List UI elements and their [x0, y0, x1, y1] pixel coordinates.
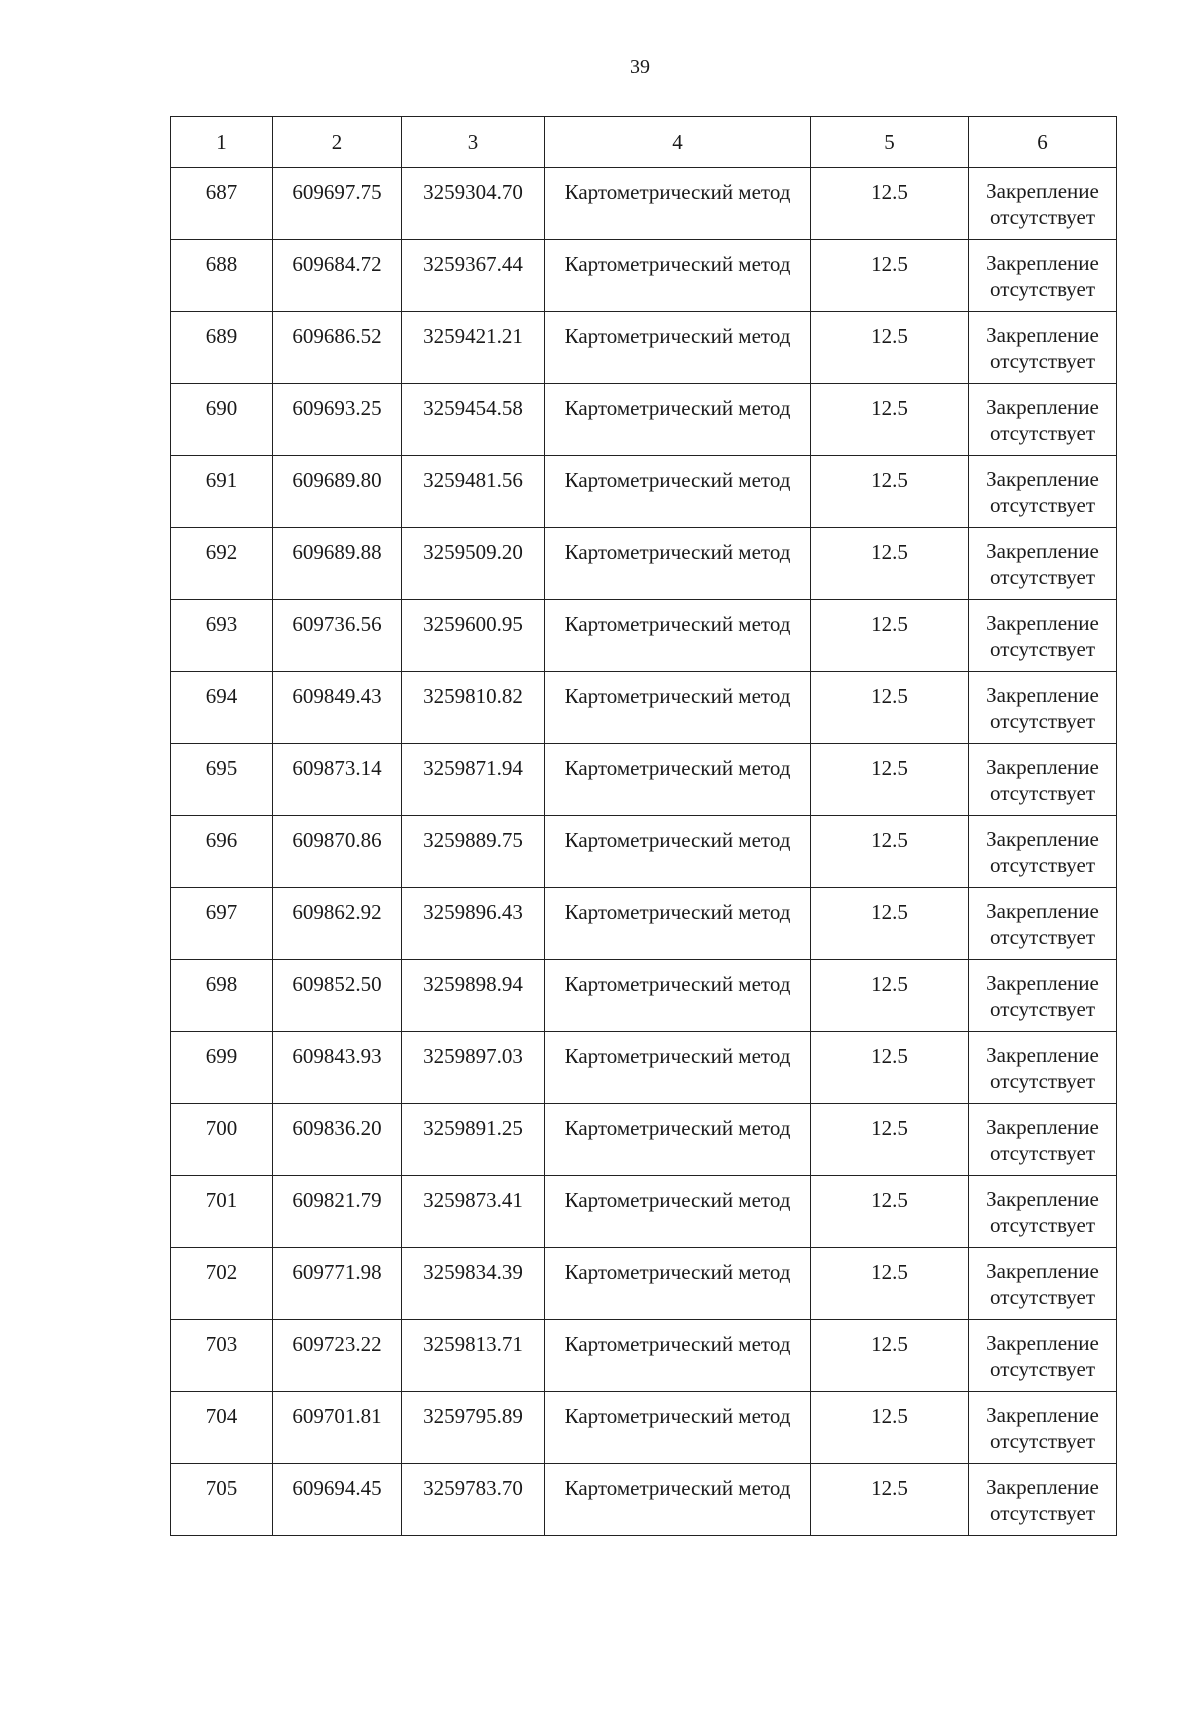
point-number-cell: 701: [171, 1176, 273, 1248]
accuracy-cell: 12.5: [811, 240, 969, 312]
x-coordinate-cell: 609689.88: [273, 528, 402, 600]
table-header: [171, 117, 1117, 168]
fixing-line-2: отсутствует: [989, 349, 1096, 373]
accuracy-cell: 12.5: [811, 1320, 969, 1392]
method-cell: Картометрический метод: [545, 888, 811, 960]
column-header-6: 6: [969, 117, 1117, 168]
method-cell: Картометрический метод: [545, 528, 811, 600]
fixing-line-1: Закрепление: [986, 971, 1099, 995]
table-row: [171, 1464, 1117, 1536]
fixing-line-2: отсутствует: [989, 205, 1096, 229]
fixing-cell: [969, 600, 1117, 672]
y-coordinate-cell: 3259834.39: [402, 1248, 545, 1320]
x-coordinate-cell: 609693.25: [273, 384, 402, 456]
fixing-cell: [969, 384, 1117, 456]
accuracy-cell: 12.5: [811, 528, 969, 600]
y-coordinate-cell: 3259795.89: [402, 1392, 545, 1464]
accuracy-cell: 12.5: [811, 600, 969, 672]
fixing-line-2: отсутствует: [989, 1213, 1096, 1237]
accuracy-cell: 12.5: [811, 456, 969, 528]
point-number-cell: 703: [171, 1320, 273, 1392]
y-coordinate-cell: 3259897.03: [402, 1032, 545, 1104]
fixing-cell: [969, 168, 1117, 240]
accuracy-cell: 12.5: [811, 888, 969, 960]
fixing-line-2: отсутствует: [989, 1429, 1096, 1453]
x-coordinate-cell: 609873.14: [273, 744, 402, 816]
y-coordinate-cell: 3259896.43: [402, 888, 545, 960]
table-row: [171, 1032, 1117, 1104]
fixing-line-1: Закрепление: [986, 395, 1099, 419]
accuracy-cell: 12.5: [811, 960, 969, 1032]
y-coordinate-cell: 3259898.94: [402, 960, 545, 1032]
method-cell: Картометрический метод: [545, 1104, 811, 1176]
table-body: [171, 168, 1117, 1536]
y-coordinate-cell: 3259810.82: [402, 672, 545, 744]
y-coordinate-cell: 3259889.75: [402, 816, 545, 888]
point-number-cell: 688: [171, 240, 273, 312]
coordinates-table: [170, 116, 1117, 1536]
accuracy-cell: 12.5: [811, 168, 969, 240]
fixing-line-1: Закрепление: [986, 179, 1099, 203]
fixing-cell: [969, 1176, 1117, 1248]
column-header-1: 1: [171, 117, 273, 168]
column-header-5: 5: [811, 117, 969, 168]
fixing-line-2: отсутствует: [989, 421, 1096, 445]
method-cell: Картометрический метод: [545, 1392, 811, 1464]
fixing-cell: [969, 1464, 1117, 1536]
method-cell: Картометрический метод: [545, 384, 811, 456]
x-coordinate-cell: 609689.80: [273, 456, 402, 528]
table-row: [171, 168, 1117, 240]
method-cell: Картометрический метод: [545, 168, 811, 240]
fixing-line-1: Закрепление: [986, 827, 1099, 851]
table-row: [171, 240, 1117, 312]
x-coordinate-cell: 609821.79: [273, 1176, 402, 1248]
x-coordinate-cell: 609736.56: [273, 600, 402, 672]
fixing-line-2: отсутствует: [989, 277, 1096, 301]
x-coordinate-cell: 609862.92: [273, 888, 402, 960]
fixing-line-1: Закрепление: [986, 1115, 1099, 1139]
fixing-line-2: отсутствует: [989, 709, 1096, 733]
fixing-cell: [969, 888, 1117, 960]
y-coordinate-cell: 3259891.25: [402, 1104, 545, 1176]
y-coordinate-cell: 3259600.95: [402, 600, 545, 672]
point-number-cell: 689: [171, 312, 273, 384]
table-row: [171, 600, 1117, 672]
point-number-cell: 700: [171, 1104, 273, 1176]
fixing-line-2: отсутствует: [989, 637, 1096, 661]
table-row: [171, 888, 1117, 960]
x-coordinate-cell: 609701.81: [273, 1392, 402, 1464]
accuracy-cell: 12.5: [811, 384, 969, 456]
fixing-cell: [969, 816, 1117, 888]
y-coordinate-cell: 3259783.70: [402, 1464, 545, 1536]
fixing-line-2: отсутствует: [989, 997, 1096, 1021]
method-cell: Картометрический метод: [545, 672, 811, 744]
accuracy-cell: 12.5: [811, 1464, 969, 1536]
point-number-cell: 697: [171, 888, 273, 960]
fixing-cell: [969, 240, 1117, 312]
accuracy-cell: 12.5: [811, 1392, 969, 1464]
method-cell: Картометрический метод: [545, 960, 811, 1032]
method-cell: Картометрический метод: [545, 816, 811, 888]
fixing-line-2: отсутствует: [989, 493, 1096, 517]
fixing-line-1: Закрепление: [986, 611, 1099, 635]
x-coordinate-cell: 609843.93: [273, 1032, 402, 1104]
point-number-cell: 693: [171, 600, 273, 672]
accuracy-cell: 12.5: [811, 744, 969, 816]
table-row: [171, 1392, 1117, 1464]
fixing-cell: [969, 744, 1117, 816]
x-coordinate-cell: 609849.43: [273, 672, 402, 744]
table-row: [171, 312, 1117, 384]
point-number-cell: 690: [171, 384, 273, 456]
fixing-line-2: отсутствует: [989, 1357, 1096, 1381]
fixing-line-1: Закрепление: [986, 251, 1099, 275]
method-cell: Картометрический метод: [545, 1032, 811, 1104]
y-coordinate-cell: 3259454.58: [402, 384, 545, 456]
fixing-cell: [969, 1104, 1117, 1176]
fixing-line-1: Закрепление: [986, 899, 1099, 923]
table-row: [171, 384, 1117, 456]
method-cell: Картометрический метод: [545, 600, 811, 672]
point-number-cell: 695: [171, 744, 273, 816]
y-coordinate-cell: 3259421.21: [402, 312, 545, 384]
fixing-line-1: Закрепление: [986, 1187, 1099, 1211]
x-coordinate-cell: 609723.22: [273, 1320, 402, 1392]
table-row: [171, 1104, 1117, 1176]
fixing-line-1: Закрепление: [986, 1259, 1099, 1283]
fixing-line-1: Закрепление: [986, 1043, 1099, 1067]
accuracy-cell: 12.5: [811, 312, 969, 384]
fixing-line-2: отсутствует: [989, 1285, 1096, 1309]
point-number-cell: 692: [171, 528, 273, 600]
y-coordinate-cell: 3259873.41: [402, 1176, 545, 1248]
point-number-cell: 687: [171, 168, 273, 240]
column-header-3: 3: [402, 117, 545, 168]
table-row: [171, 1320, 1117, 1392]
method-cell: Картометрический метод: [545, 240, 811, 312]
x-coordinate-cell: 609684.72: [273, 240, 402, 312]
fixing-cell: [969, 1248, 1117, 1320]
x-coordinate-cell: 609694.45: [273, 1464, 402, 1536]
x-coordinate-cell: 609870.86: [273, 816, 402, 888]
table-row: [171, 816, 1117, 888]
fixing-line-1: Закрепление: [986, 467, 1099, 491]
table-row: [171, 1176, 1117, 1248]
fixing-line-2: отсутствует: [989, 1501, 1096, 1525]
fixing-line-1: Закрепление: [986, 1403, 1099, 1427]
method-cell: Картометрический метод: [545, 1464, 811, 1536]
y-coordinate-cell: 3259871.94: [402, 744, 545, 816]
y-coordinate-cell: 3259813.71: [402, 1320, 545, 1392]
fixing-line-1: Закрепление: [986, 683, 1099, 707]
y-coordinate-cell: 3259304.70: [402, 168, 545, 240]
fixing-cell: [969, 1392, 1117, 1464]
accuracy-cell: 12.5: [811, 1104, 969, 1176]
accuracy-cell: 12.5: [811, 1248, 969, 1320]
fixing-line-2: отсутствует: [989, 1069, 1096, 1093]
fixing-line-2: отсутствует: [989, 853, 1096, 877]
y-coordinate-cell: 3259481.56: [402, 456, 545, 528]
point-number-cell: 704: [171, 1392, 273, 1464]
fixing-line-2: отсутствует: [989, 781, 1096, 805]
point-number-cell: 696: [171, 816, 273, 888]
column-header-2: 2: [273, 117, 402, 168]
x-coordinate-cell: 609697.75: [273, 168, 402, 240]
x-coordinate-cell: 609771.98: [273, 1248, 402, 1320]
method-cell: Картометрический метод: [545, 312, 811, 384]
fixing-line-1: Закрепление: [986, 1475, 1099, 1499]
fixing-line-1: Закрепление: [986, 323, 1099, 347]
x-coordinate-cell: 609686.52: [273, 312, 402, 384]
fixing-cell: [969, 960, 1117, 1032]
table-row: [171, 672, 1117, 744]
column-header-4: 4: [545, 117, 811, 168]
x-coordinate-cell: 609852.50: [273, 960, 402, 1032]
method-cell: Картометрический метод: [545, 744, 811, 816]
fixing-cell: [969, 1320, 1117, 1392]
point-number-cell: 699: [171, 1032, 273, 1104]
point-number-cell: 694: [171, 672, 273, 744]
table-row: [171, 528, 1117, 600]
table-row: [171, 1248, 1117, 1320]
fixing-line-2: отсутствует: [989, 565, 1096, 589]
method-cell: Картометрический метод: [545, 1320, 811, 1392]
method-cell: Картометрический метод: [545, 1248, 811, 1320]
table-row: [171, 960, 1117, 1032]
y-coordinate-cell: 3259509.20: [402, 528, 545, 600]
accuracy-cell: 12.5: [811, 1032, 969, 1104]
x-coordinate-cell: 609836.20: [273, 1104, 402, 1176]
page-number: 39: [630, 56, 650, 78]
fixing-line-2: отсутствует: [989, 1141, 1096, 1165]
point-number-cell: 702: [171, 1248, 273, 1320]
point-number-cell: 698: [171, 960, 273, 1032]
fixing-cell: [969, 1032, 1117, 1104]
header-row: [171, 117, 1117, 168]
accuracy-cell: 12.5: [811, 1176, 969, 1248]
point-number-cell: 705: [171, 1464, 273, 1536]
accuracy-cell: 12.5: [811, 672, 969, 744]
fixing-cell: [969, 312, 1117, 384]
fixing-line-1: Закрепление: [986, 539, 1099, 563]
accuracy-cell: 12.5: [811, 816, 969, 888]
fixing-line-1: Закрепление: [986, 755, 1099, 779]
fixing-line-1: Закрепление: [986, 1331, 1099, 1355]
fixing-cell: [969, 672, 1117, 744]
method-cell: Картометрический метод: [545, 456, 811, 528]
y-coordinate-cell: 3259367.44: [402, 240, 545, 312]
fixing-cell: [969, 528, 1117, 600]
point-number-cell: 691: [171, 456, 273, 528]
fixing-line-2: отсутствует: [989, 925, 1096, 949]
fixing-cell: [969, 456, 1117, 528]
method-cell: Картометрический метод: [545, 1176, 811, 1248]
table-row: [171, 456, 1117, 528]
table-row: [171, 744, 1117, 816]
